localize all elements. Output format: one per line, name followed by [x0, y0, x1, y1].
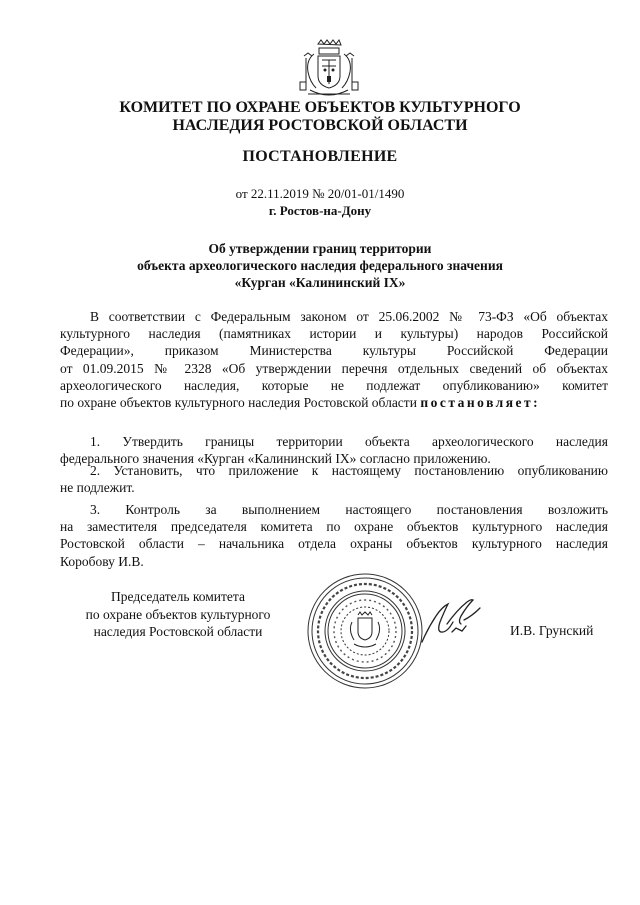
subject-line-1: Об утверждении границ территории [208, 241, 432, 256]
preamble-paragraph [60, 308, 608, 411]
signatory-name: И.В. Грунский [510, 623, 594, 638]
text-line: Ростовской области – начальника отдела охраны объектов культурного наследия [60, 536, 608, 552]
text-line: археологического наследия, которые не подлежат опубликованию» комитет [60, 377, 608, 393]
subject-line-3: «Курган «Калининский IX» [234, 275, 406, 290]
signatory-title [60, 588, 296, 641]
text-line: Коробову И.В. [60, 553, 144, 569]
text-line [60, 394, 608, 411]
handwritten-signature-icon [392, 594, 492, 654]
text-line: Федерации», приказом Министерства культуры Российской Федерации [60, 343, 608, 359]
item-3-paragraph [60, 501, 608, 570]
subject-line-2: объекта археологического наследия федерального значения [137, 258, 503, 273]
text-line: на заместителя председателя комитета по охране объектов культурного наследия [60, 519, 608, 535]
signatory-title-line-3: наследия Ростовской области [93, 624, 263, 639]
signatory-title-line-1: Председатель комитета [111, 589, 245, 604]
text-line: не подлежит. [60, 480, 135, 496]
text-line: федерального значения «Курган «Калининский IX» согласно приложению. [60, 451, 491, 467]
text-line-part: по охране объектов культурного наследия Ростовской области [60, 395, 417, 411]
document-type: ПОСТАНОВЛЕНИЕ [242, 148, 398, 165]
item-2-paragraph [60, 462, 608, 496]
coat-of-arms-icon [294, 38, 364, 100]
text-line: 1. Утвердить границы территории объекта археологического наследия [90, 434, 608, 449]
organization-name [40, 99, 600, 135]
date-and-number: от 22.11.2019 № 20/01-01/1490 [235, 186, 405, 201]
document-subject [40, 240, 600, 291]
text-line: от 01.09.2015 № 2328 «Об утверждении перечня отдельных сведений об объектах [60, 360, 608, 376]
org-line-1: КОМИТЕТ ПО ОХРАНЕ ОБЪЕКТОВ КУЛЬТУРНОГО [119, 99, 521, 116]
text-line: 2. Установить, что приложение к настоящему постановлению опубликованию [90, 463, 608, 478]
city: г. Ростов-на-Дону [268, 203, 372, 218]
resolves-keyword: постановляет: [420, 395, 541, 411]
org-line-2: НАСЛЕДИЯ РОСТОВСКОЙ ОБЛАСТИ [172, 117, 468, 134]
text-line: 3. Контроль за выполнением настоящего постановления возложить [90, 502, 608, 517]
signatory-title-line-2: по охране объектов культурного [85, 606, 271, 622]
text-line: культурного наследия (памятниках истории и культуры) народов Российской [60, 326, 608, 342]
text-line: В соответствии с Федеральным законом от 25.06.2002 № 73-ФЗ «Об объектах [90, 309, 608, 324]
